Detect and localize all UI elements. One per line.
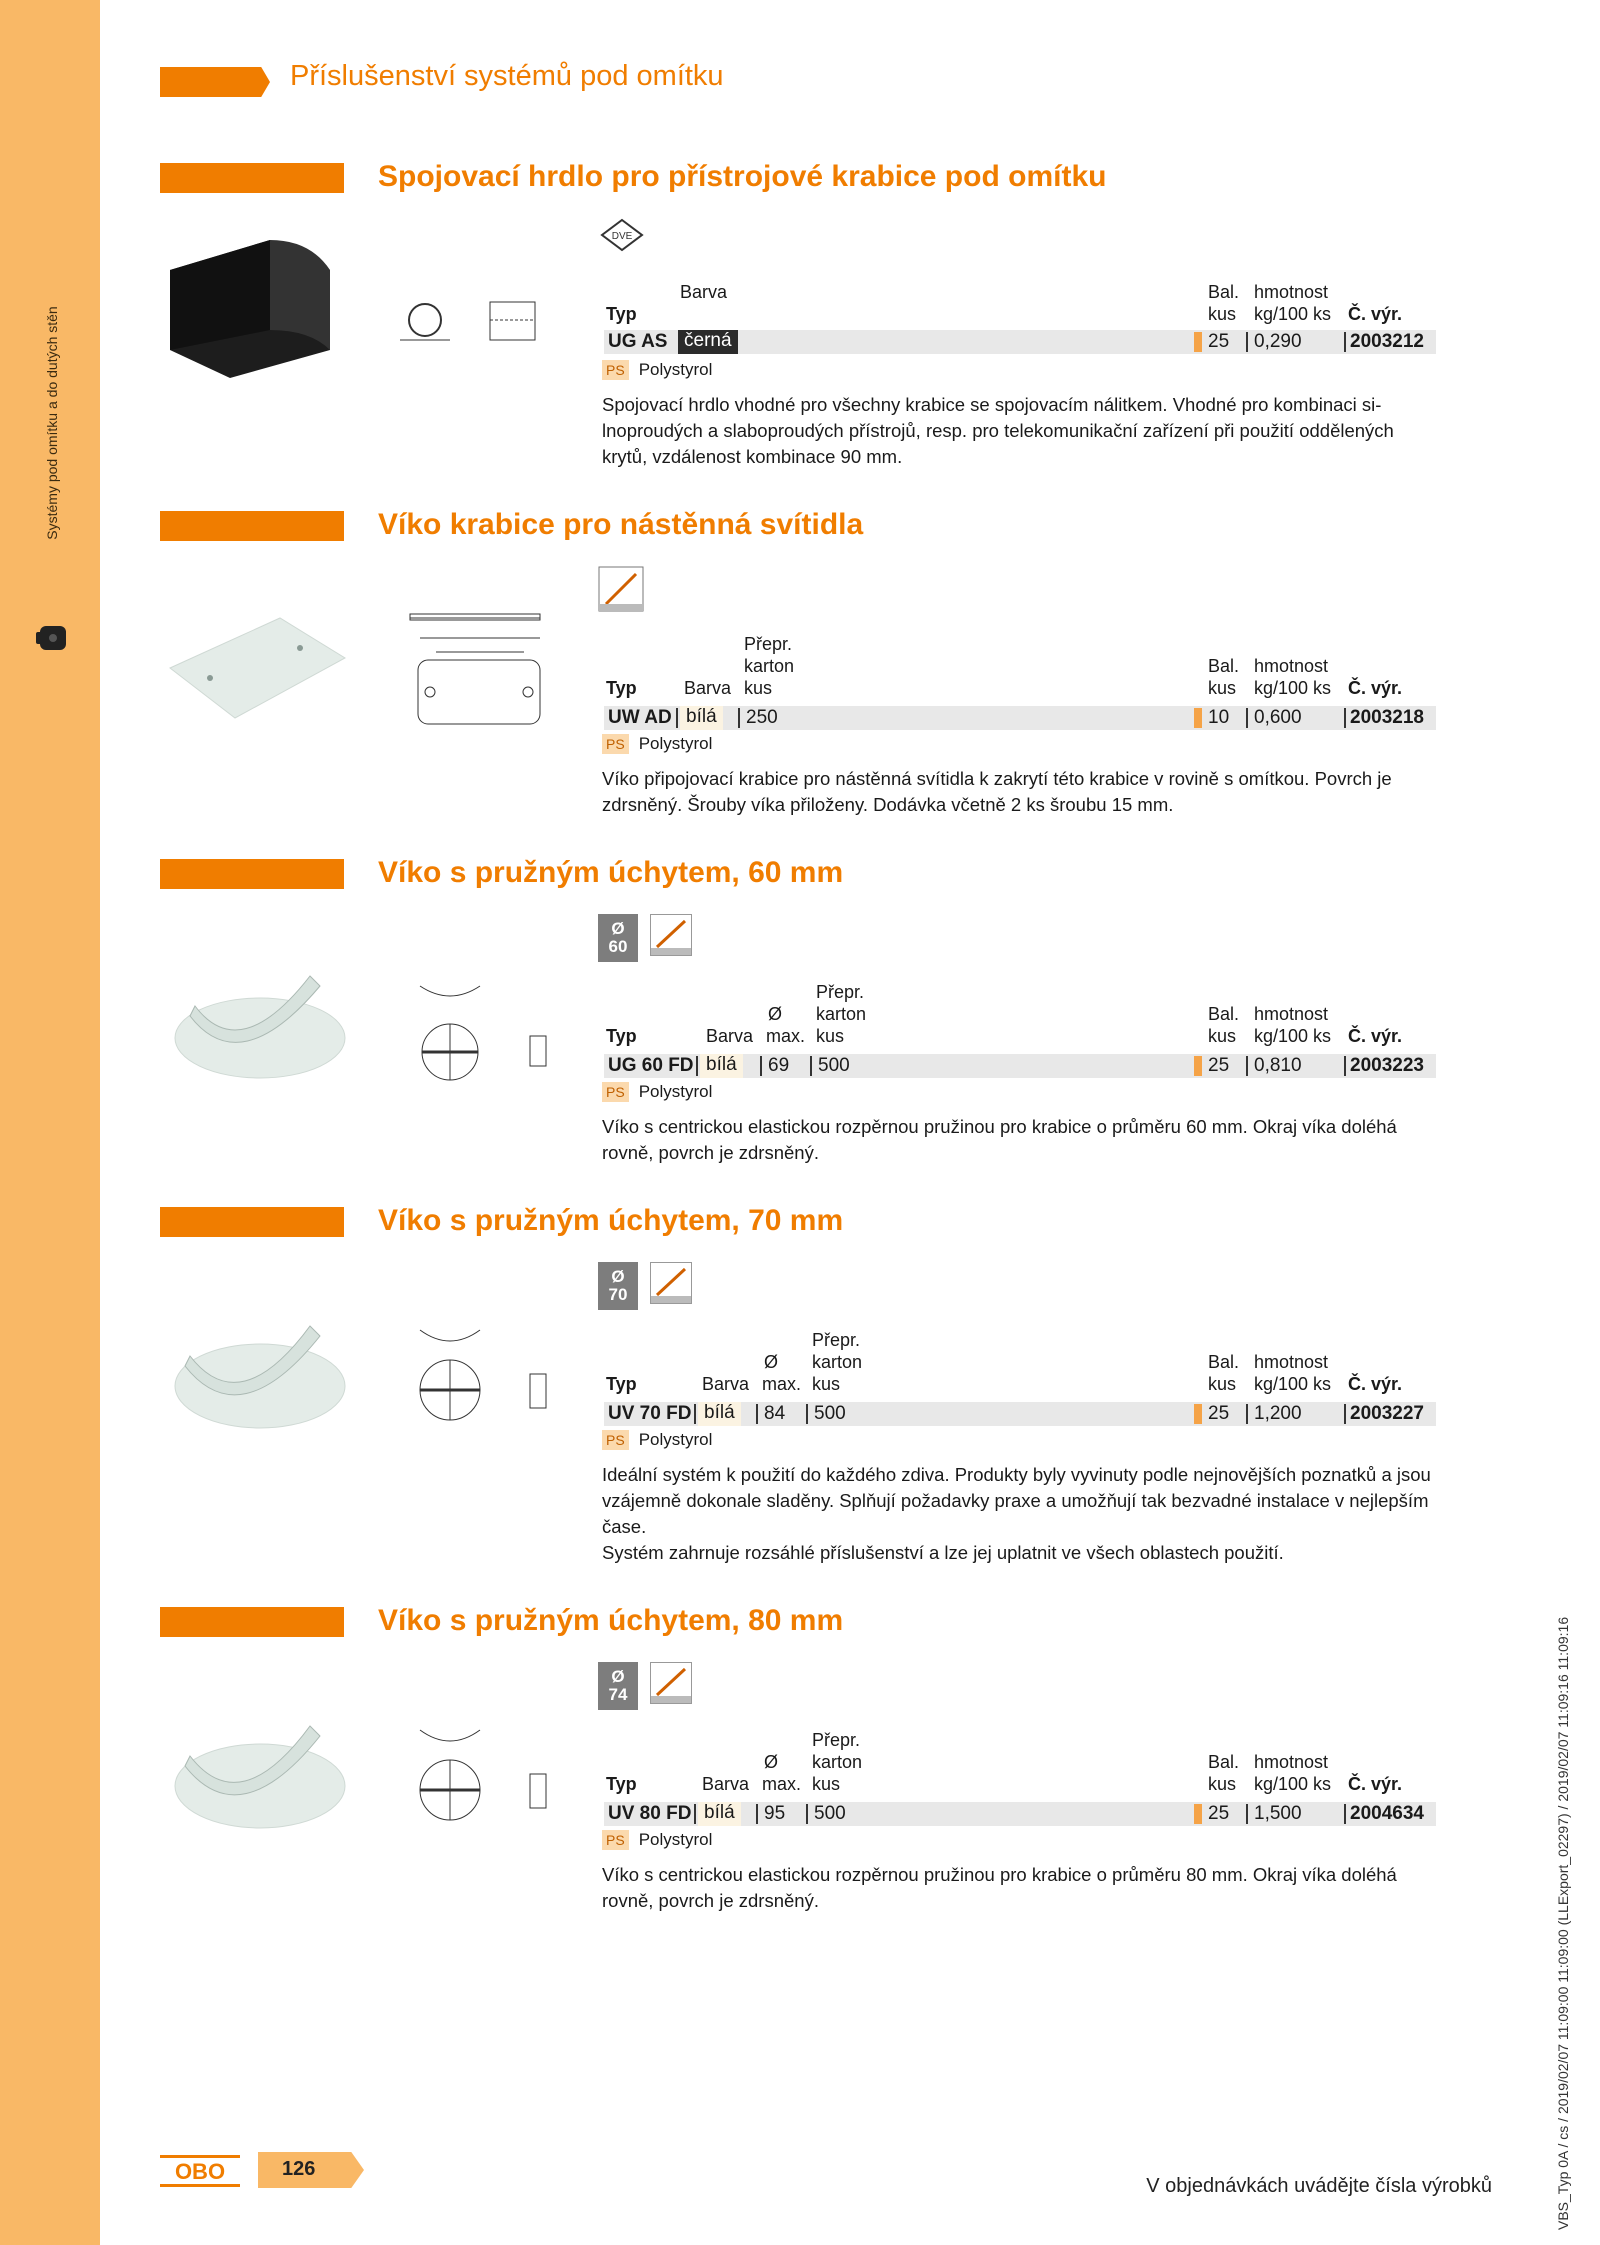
- separator: [1246, 708, 1248, 728]
- hdr-kus: kus: [812, 1374, 841, 1394]
- hdr-hmotnost: hmotnost: [1254, 1352, 1329, 1372]
- separator: [1344, 1404, 1346, 1424]
- cell-barva: bílá: [698, 1802, 741, 1826]
- product-image-uv-70-fd: [160, 1296, 350, 1436]
- hdr-hmotnost: hmotnost: [1254, 282, 1329, 302]
- hdr-kg: kg/100 ks: [1254, 1374, 1332, 1394]
- cell-typ: UG 60 FD: [608, 1055, 694, 1076]
- cell-cvyr: 2003212: [1350, 331, 1424, 352]
- hdr-typ: Typ: [606, 1374, 637, 1394]
- diameter-value: 60: [608, 937, 628, 956]
- header-arrow: [160, 67, 270, 97]
- side-category-label: Systémy pod omítku a do dutých stěn: [44, 306, 60, 540]
- cell-bal: 25: [1208, 1055, 1230, 1076]
- cell-typ: UV 70 FD: [608, 1403, 692, 1424]
- badges: [598, 1662, 692, 1710]
- hdr-kus: kus: [812, 1774, 841, 1794]
- product-table-ug-as: [604, 282, 1436, 354]
- technical-drawing-uv-70-fd: [380, 1280, 580, 1430]
- product-table-ug-60-fd: [604, 982, 1436, 1078]
- orange-separator: [1194, 1056, 1202, 1076]
- diameter-symbol: Ø: [611, 1267, 625, 1287]
- separator: [1246, 332, 1248, 352]
- hdr-hmotnost: hmotnost: [1254, 1752, 1329, 1772]
- cell-hmotnost: 1,500: [1254, 1803, 1302, 1824]
- separator: [676, 708, 678, 728]
- hdr-bal: Bal.: [1208, 656, 1240, 676]
- separator: [756, 1404, 758, 1424]
- separator: [1246, 1804, 1248, 1824]
- hdr-max: max.: [762, 1374, 802, 1394]
- cell-bal: 25: [1208, 1803, 1230, 1824]
- technical-drawing-uw-ad: [380, 604, 580, 744]
- product-table-uv-80-fd: [604, 1730, 1436, 1826]
- separator: [806, 1804, 808, 1824]
- hdr-typ: Typ: [606, 1026, 637, 1046]
- cell-hmotnost: 0,290: [1254, 331, 1302, 352]
- orange-separator: [1194, 1804, 1202, 1824]
- hdr-kus2: kus: [1208, 1026, 1237, 1046]
- hdr-typ: Typ: [606, 304, 637, 324]
- hdr-kg: kg/100 ks: [1254, 304, 1332, 324]
- section-title: Víko s pružným úchytem, 80 mm: [378, 1604, 844, 1637]
- section-bar: [160, 511, 344, 541]
- cell-typ: UV 80 FD: [608, 1803, 692, 1824]
- diameter-badge: [598, 1662, 638, 1710]
- section-bar: [160, 163, 344, 193]
- hdr-barva: Barva: [702, 1774, 750, 1794]
- hdr-hmotnost: hmotnost: [1254, 1004, 1329, 1024]
- material-info: [602, 1082, 712, 1102]
- badges: [598, 1262, 692, 1310]
- cell-hmotnost: 0,810: [1254, 1055, 1302, 1076]
- product-image-ug-as: [160, 230, 350, 380]
- hdr-max: max.: [762, 1774, 802, 1794]
- material-code: PS: [602, 1082, 629, 1102]
- hdr-bal: Bal.: [1208, 1004, 1240, 1024]
- section-bar: [160, 1607, 344, 1637]
- product-table-uw-ad: [604, 634, 1436, 730]
- cell-cvyr: 2003218: [1350, 707, 1424, 728]
- socket-icon: [34, 618, 74, 658]
- hdr-cvyr: Č. výr.: [1348, 678, 1403, 698]
- section-bar: [160, 859, 344, 889]
- section-title: Víko s pružným úchytem, 60 mm: [378, 856, 844, 889]
- cell-bal: 25: [1208, 1403, 1230, 1424]
- logo-text: OBO: [174, 2159, 226, 2184]
- cell-hmotnost: 0,600: [1254, 707, 1302, 728]
- print-metadata: VBS_Typ 0A / cs / 2019/02/07 11:09:00 11:09:00 (LLExport_02297) / 2019/02/07 11:09:16 11:09:16: [1555, 1616, 1571, 2230]
- vde-mark-icon: [598, 218, 646, 252]
- separator: [694, 1804, 696, 1824]
- hdr-bal: Bal.: [1208, 282, 1240, 302]
- separator: [1246, 1404, 1248, 1424]
- hdr-kus2: kus: [1208, 1774, 1237, 1794]
- hdr-cvyr: Č. výr.: [1348, 304, 1403, 324]
- hdr-cvyr: Č. výr.: [1348, 1026, 1403, 1046]
- cell-max: 69: [768, 1055, 790, 1076]
- separator: [738, 708, 740, 728]
- table-row: [604, 1802, 1436, 1826]
- cell-bal: 25: [1208, 331, 1230, 352]
- description: Spojovací hrdlo vhodné pro všechny krabice se spojovacím nálitkem. Vhodné pro kombinaci si- lnoproudých a slaboproudých přístrojů, resp. pro telekomunikační zařízení při použití oddělených krytů, vzdálenost kombinace 90 mm.: [602, 394, 1394, 467]
- table-row: [604, 706, 1436, 730]
- badges: [598, 914, 692, 962]
- technical-drawing-uv-80-fd: [380, 1680, 580, 1830]
- hdr-kg: kg/100 ks: [1254, 678, 1332, 698]
- hdr-karton: karton: [744, 656, 795, 676]
- hdr-prepr: Přepr.: [816, 982, 865, 1002]
- separator: [760, 1056, 762, 1076]
- separator: [806, 1404, 808, 1424]
- separator: [756, 1804, 758, 1824]
- technical-drawing-ug-as: [380, 280, 560, 360]
- material-code: PS: [602, 360, 629, 380]
- hdr-bal: Bal.: [1208, 1352, 1240, 1372]
- hdr-barva: Barva: [684, 678, 732, 698]
- hdr-karton: karton: [812, 1352, 863, 1372]
- hdr-karton: karton: [812, 1752, 863, 1772]
- material-name: Polystyrol: [638, 734, 713, 753]
- section-title: Víko krabice pro nástěnná svítidla: [378, 508, 864, 541]
- separator: [694, 1404, 696, 1424]
- page-number: 126: [282, 2158, 316, 2180]
- separator: [1344, 1804, 1346, 1824]
- product-image-uv-80-fd: [160, 1696, 350, 1836]
- material-info: [602, 734, 712, 754]
- cell-cvyr: 2004634: [1350, 1803, 1424, 1824]
- diameter-badge: [598, 1262, 638, 1310]
- floor-ch-icon: [598, 566, 646, 614]
- material-code: PS: [602, 734, 629, 754]
- diameter-badge: [598, 914, 638, 962]
- description: Víko připojovací krabice pro nástěnná svítidla k zakrytí této krabice v rovině s omítkou. Povrch je zdrsněný. Šrouby víka přiloženy. Dodávka včetně 2 ks šroubu 15 mm.: [602, 768, 1392, 815]
- hdr-cvyr: Č. výr.: [1348, 1374, 1403, 1394]
- hdr-cvyr: Č. výr.: [1348, 1774, 1403, 1794]
- material-code: PS: [602, 1430, 629, 1450]
- hdr-kus: kus: [1208, 304, 1237, 324]
- orange-separator: [1194, 332, 1202, 352]
- hdr-dia: Ø: [764, 1752, 779, 1772]
- separator: [810, 1056, 812, 1076]
- diameter-value: 74: [608, 1685, 628, 1704]
- hdr-barva: Barva: [706, 1026, 754, 1046]
- section-title: Víko s pružným úchytem, 70 mm: [378, 1204, 844, 1237]
- material-name: Polystyrol: [638, 1430, 713, 1449]
- description-2: Systém zahrnuje rozsáhlé příslušenství a lze jej uplatnit ve všech oblastech použití.: [602, 1542, 1284, 1563]
- cell-cvyr: 2003227: [1350, 1403, 1424, 1424]
- cell-barva: bílá: [680, 706, 723, 730]
- obo-logo: [160, 2155, 240, 2187]
- material-code: PS: [602, 1830, 629, 1850]
- cell-karton: 500: [814, 1803, 846, 1824]
- cell-typ: UW AD: [608, 707, 672, 728]
- hdr-typ: Typ: [606, 678, 637, 698]
- hdr-barva: Barva: [702, 1374, 750, 1394]
- hdr-prepr: Přepr.: [744, 634, 793, 654]
- table-row: [604, 1054, 1436, 1078]
- separator: [1246, 1056, 1248, 1076]
- material-info: [602, 360, 712, 380]
- product-image-uw-ad: [160, 608, 350, 728]
- footer-note: V objednávkách uvádějte čísla výrobků: [1146, 2175, 1492, 2197]
- description: Víko s centrickou elastickou rozpěrnou pružinou pro krabice o průměru 60 mm. Okraj víka doléhá rovně, povrch je zdrsněný.: [602, 1116, 1397, 1163]
- product-table-uv-70-fd: [604, 1330, 1436, 1426]
- separator: [1344, 332, 1346, 352]
- table-row: [604, 1402, 1436, 1426]
- hdr-kus2: kus: [1208, 1374, 1237, 1394]
- hdr-barva: Barva: [680, 282, 728, 302]
- orange-separator: [1194, 708, 1202, 728]
- separator: [1344, 708, 1346, 728]
- diameter-value: 70: [608, 1285, 628, 1304]
- orange-separator: [1194, 1404, 1202, 1424]
- hdr-max: max.: [766, 1026, 806, 1046]
- floor-ch-icon: [650, 1262, 692, 1304]
- section-title: Spojovací hrdlo pro přístrojové krabice pod omítku: [378, 160, 1107, 193]
- floor-ch-icon: [650, 1662, 692, 1704]
- hdr-karton: karton: [816, 1004, 867, 1024]
- hdr-typ: Typ: [606, 1774, 637, 1794]
- separator: [696, 1056, 698, 1076]
- cell-cvyr: 2003223: [1350, 1055, 1424, 1076]
- cell-barva: bílá: [700, 1054, 743, 1078]
- svg-text:DVE: DVE: [611, 231, 633, 242]
- hdr-kus: kus: [816, 1026, 845, 1046]
- cell-typ: UG AS: [608, 331, 668, 352]
- hdr-bal: Bal.: [1208, 1752, 1240, 1772]
- hdr-kg: kg/100 ks: [1254, 1026, 1332, 1046]
- cell-karton: 500: [814, 1403, 846, 1424]
- cell-max: 95: [764, 1803, 786, 1824]
- material-name: Polystyrol: [638, 1082, 713, 1101]
- material-name: Polystyrol: [638, 1830, 713, 1849]
- table-row: [604, 330, 1436, 354]
- hdr-prepr: Přepr.: [812, 1330, 861, 1350]
- description: Víko s centrickou elastickou rozpěrnou pružinou pro krabice o průměru 80 mm. Okraj víka doléhá rovně, povrch je zdrsněný.: [602, 1864, 1397, 1911]
- cell-karton: 250: [746, 707, 778, 728]
- hdr-dia: Ø: [764, 1352, 779, 1372]
- cell-barva: černá: [678, 330, 738, 354]
- floor-ch-icon: [650, 914, 692, 956]
- cell-karton: 500: [818, 1055, 850, 1076]
- diameter-symbol: Ø: [611, 919, 625, 939]
- technical-drawing-ug-60-fd: [380, 946, 580, 1086]
- product-image-ug-60-fd: [160, 946, 350, 1086]
- cell-barva: bílá: [698, 1402, 741, 1426]
- hdr-prepr: Přepr.: [812, 1730, 861, 1750]
- cell-max: 84: [764, 1403, 786, 1424]
- section-bar: [160, 1207, 344, 1237]
- material-name: Polystyrol: [638, 360, 713, 379]
- separator: [1344, 1056, 1346, 1076]
- material-info: [602, 1830, 712, 1850]
- description: Ideální systém k použití do každého zdiva. Produkty byly vyvinuty podle nejnovějších poznatků a jsou vzájemně dokonale sladěny. Splňují požadavky praxe a umožňují tak bezvadné instalace v nejlepším čase.: [602, 1464, 1431, 1537]
- hdr-dia: Ø: [768, 1004, 783, 1024]
- material-info: [602, 1430, 712, 1450]
- hdr-kg: kg/100 ks: [1254, 1774, 1332, 1794]
- hdr-kus2: kus: [1208, 678, 1237, 698]
- cell-bal: 10: [1208, 707, 1230, 728]
- page-title: Příslušenství systémů pod omítku: [290, 60, 724, 92]
- hdr-kus: kus: [744, 678, 773, 698]
- cell-hmotnost: 1,200: [1254, 1403, 1302, 1424]
- diameter-symbol: Ø: [611, 1667, 625, 1687]
- hdr-hmotnost: hmotnost: [1254, 656, 1329, 676]
